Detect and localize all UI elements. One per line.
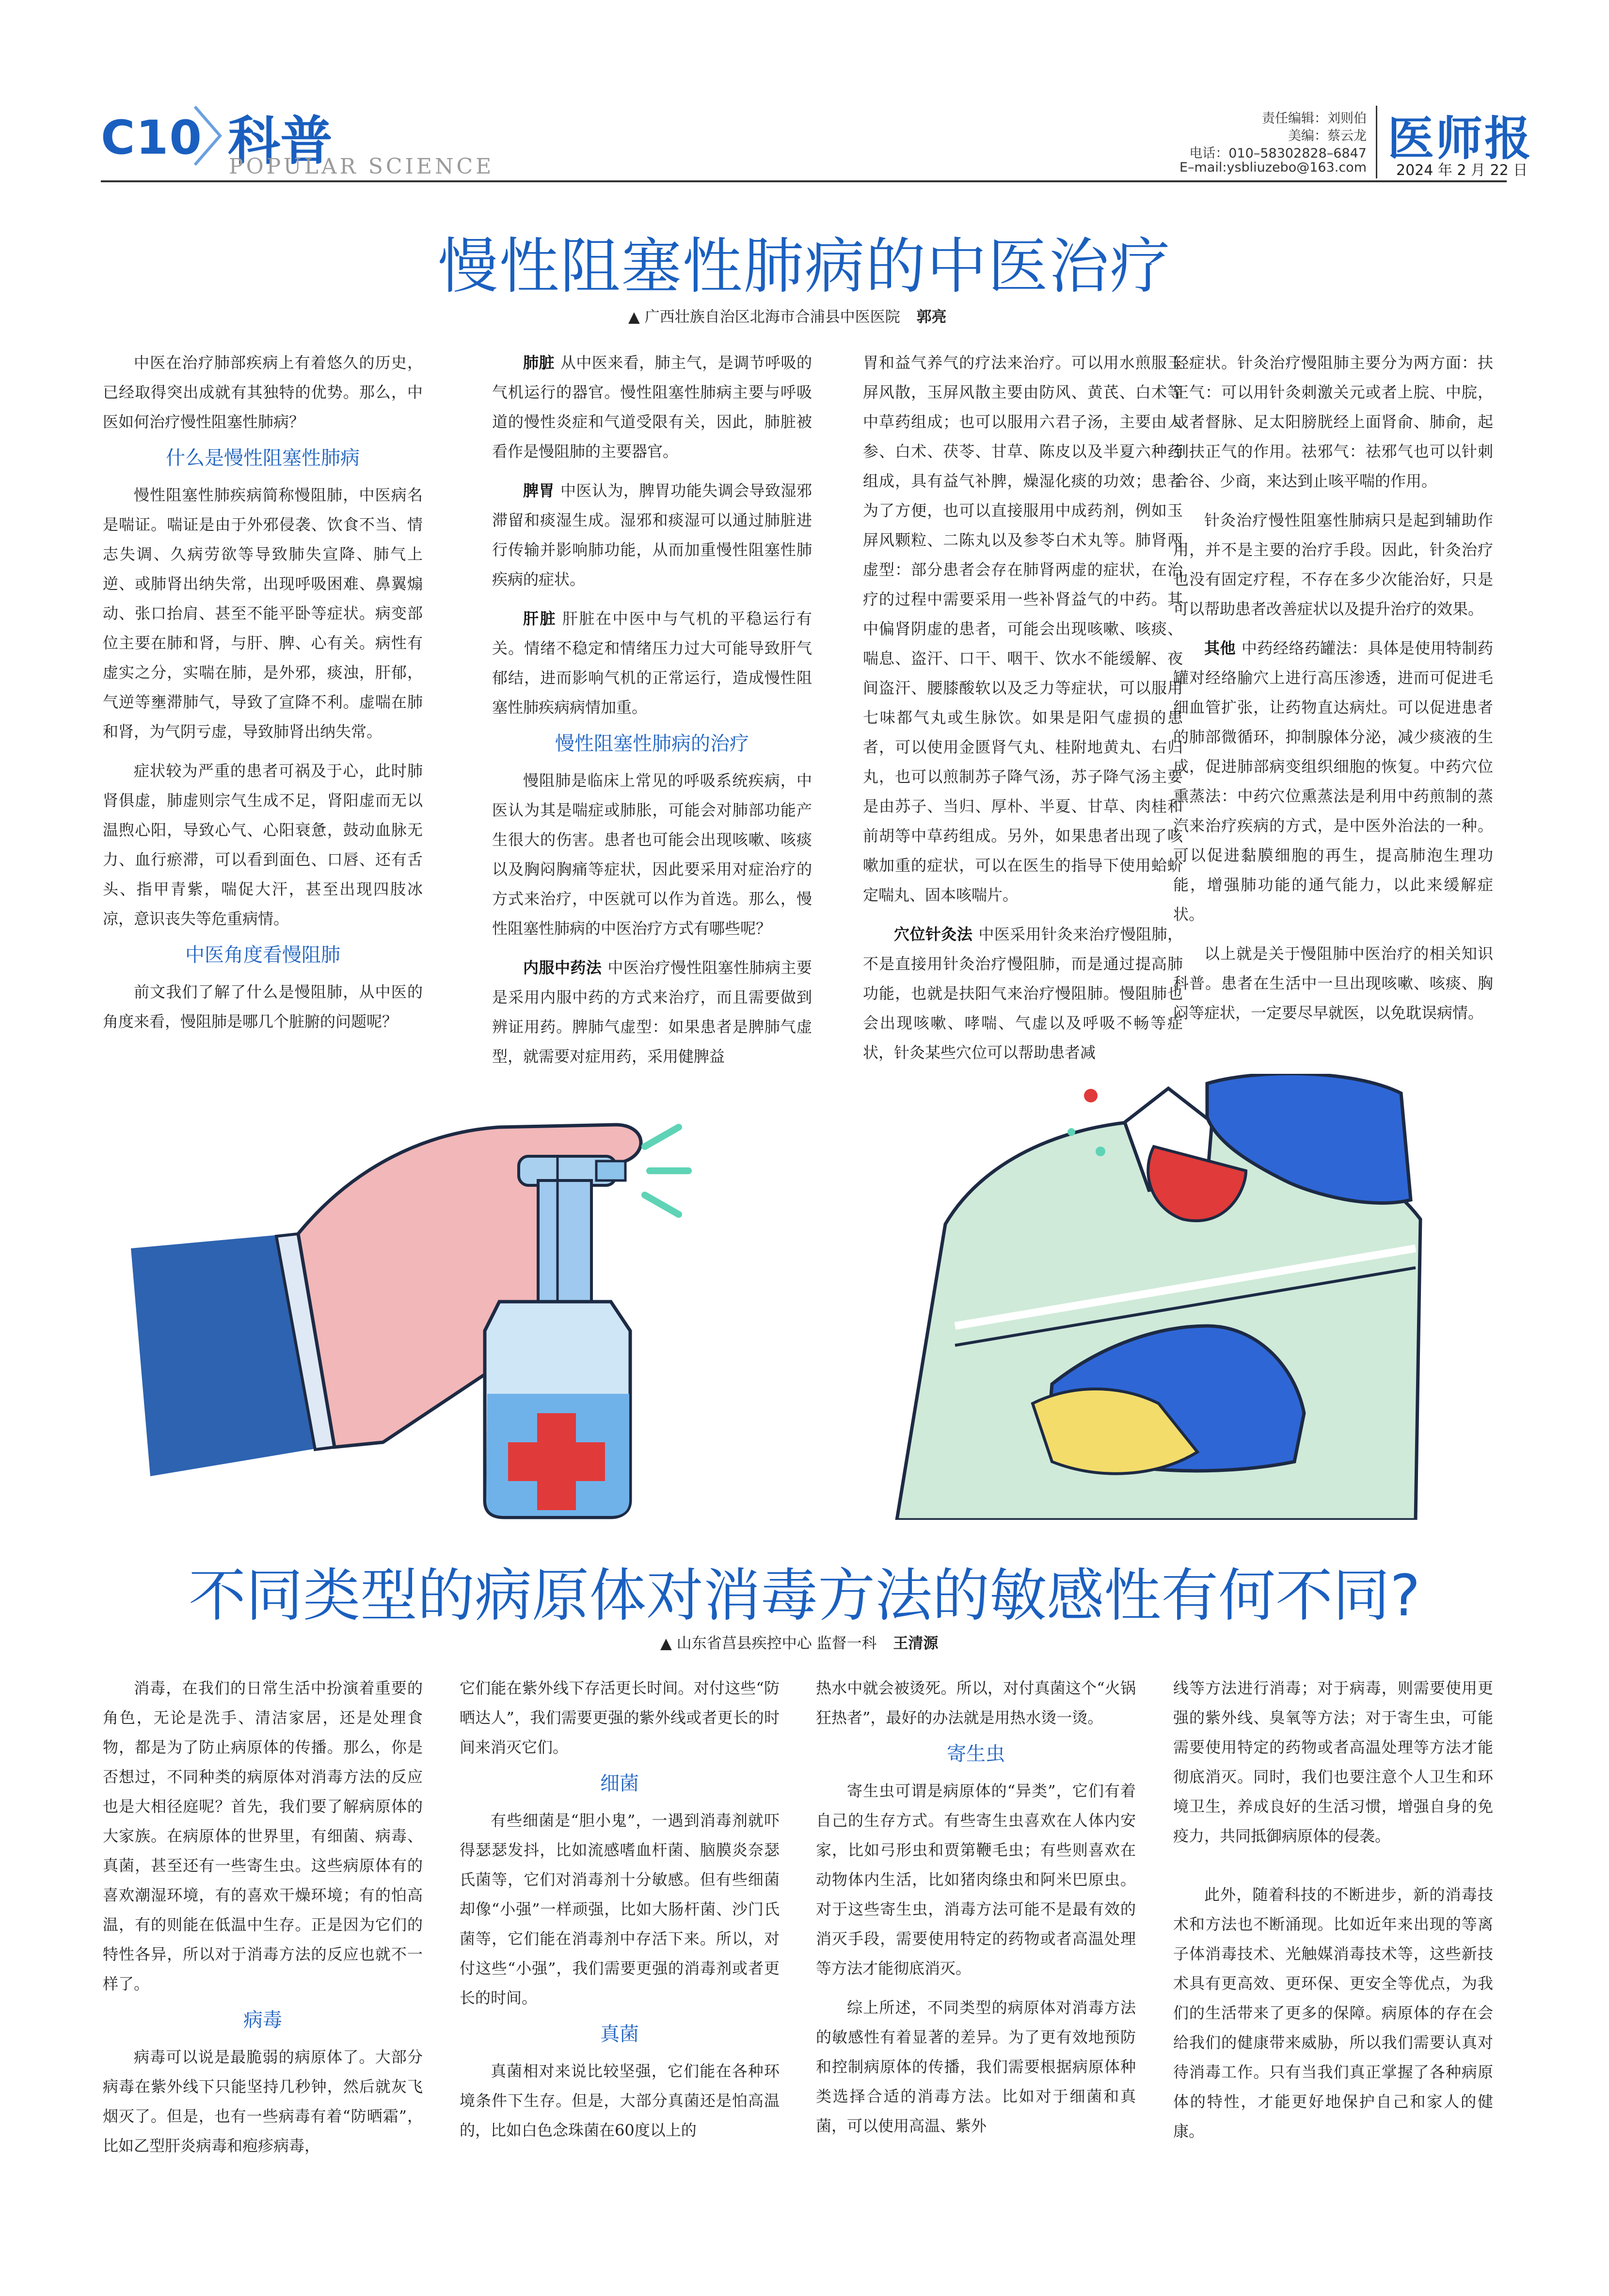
- byline-org: 山东省莒县疾控中心 监督一科: [676, 1635, 877, 1652]
- article2-byline: [660, 1631, 938, 1653]
- paragraph-text: 中医采用针灸来治疗慢阻肺，不是直接用针灸治疗慢阻肺，而是通过提高肺功能，也就是扶阳气来治疗慢阻肺。慢阻肺也会出现咳嗽、哮喘、气虚以及呼吸不畅等症状，针灸某些穴位可以帮助患者减: [863, 925, 1183, 1062]
- page-number: C10: [101, 111, 203, 165]
- paragraph-text: 肝脏在中医中与气机的平稳运行有关。情绪不稳定和情绪压力过大可能导致肝气郁结，进而影响气机的正常运行，造成慢性阻塞性肺疾病病情加重。: [492, 609, 812, 717]
- section-subtitle: POPULAR SCIENCE: [229, 154, 494, 179]
- section-title: 科普: [228, 111, 333, 172]
- byline-org: 广西壮族自治区北海市合浦县中医医院: [644, 308, 900, 326]
- keyword: 其他: [1204, 639, 1236, 657]
- paragraph-text: 中医认为，脾胃功能失调会导致湿邪滞留和痰湿生成。湿邪和痰湿可以通过肺脏进行传输并影响肺功能，从而加重慢性阻塞性肺疾病的症状。: [492, 481, 812, 589]
- article1-byline: [628, 304, 947, 326]
- article2-column-4: [1173, 1674, 1493, 2146]
- paragraph: 寄生虫可谓是病原体的“异类”，它们有着自己的生存方式。有些寄生虫喜欢在人体内安家，比如弓形虫和贾第鞭毛虫；有些则喜欢在动物体内生活，比如猪肉绦虫和阿米巴原虫。对于这些寄生虫，消毒方法可能不是最有效的消灭手段，需要使用特定的药物或者高温处理等方法才能彻底消灭。: [816, 1782, 1136, 1977]
- subheading: 病毒: [243, 2009, 282, 2031]
- phone-credit: 电话：010–58302828–6847: [1189, 146, 1367, 161]
- article2-title: 不同类型的病原体对消毒方法的敏感性有何不同?: [189, 1562, 1420, 1629]
- email-credit: E–mail:ysbliuzebo@163.com: [1179, 160, 1367, 175]
- masthead-divider: [1376, 106, 1377, 178]
- byline-author: 郭亮: [916, 308, 947, 326]
- keyword: 脾胃: [523, 481, 555, 500]
- paragraph: 此外，随着科技的不断进步，新的消毒技术和方法也不断涌现。比如近年来出现的等离子体消毒技术、光触媒消毒技术等，这些新技术具有更高效、更环保、更安全等优点，为我们的生活带来了更多的保障。病原体的存在会给我们的健康带来威胁，所以我们需要认真对待消毒工作。只有当我们真正掌握了各种病原体的特性，才能更好地保护自己和家人的健康。: [1173, 1885, 1493, 2140]
- paragraph: 轻症状。针灸治疗慢阻肺主要分为两方面：扶正气：可以用针灸刺激关元或者上脘、中脘，或者督脉、足太阳膀胱经上面肾俞、肺俞，起到扶正气的作用。祛邪气：祛邪气也可以针刺合谷、少商，来达到止咳平喘的作用。: [1173, 353, 1493, 490]
- subheading: 慢性阻塞性肺病的治疗: [555, 733, 749, 755]
- paragraph-text: 从中医来看，肺主气，是调节呼吸的气机运行的器官。慢性阻塞性肺病主要与呼吸道的慢性炎症和气道受限有关，因此，肺脏被看作是慢阻肺的主要器官。: [492, 353, 812, 461]
- subheading: 中医角度看慢阻肺: [185, 944, 340, 966]
- paragraph: 症状较为严重的患者可祸及于心，此时肺肾俱虚，肺虚则宗气生成不足，肾阳虚而无以温煦心阳，导致心气、心阳衰惫，鼓动血脉无力、血行瘀滞，可以看到面色、口唇、还有舌头、指甲青紫，喘促大汗，甚至出现四肢冰凉，意识丧失等危重病情。: [103, 762, 423, 928]
- paragraph: [492, 953, 812, 1071]
- paragraph: 消毒，在我们的日常生活中扮演着重要的角色，无论是洗手、清洁家居，还是处理食物，都是为了防止病原体的传播。那么，你是否想过，不同种类的病原体对消毒方法的反应也是大相径庭呢？首先，我们要了解病原体的大家族。在病原体的世界里，有细菌、病毒、真菌，甚至还有一些寄生虫。这些病原体有的喜欢潮湿环境，有的喜欢干燥环境；有的怕高温，有的则能在低温中生存。正是因为它们的特性各异，所以对于消毒方法的反应也就不一样了。: [103, 1679, 423, 1993]
- keyword: 内服中药法: [523, 958, 602, 977]
- paragraph: 病毒可以说是最脆弱的病原体了。大部分病毒在紫外线下只能坚持几秒钟，然后就灰飞烟灭了。但是，也有一些病毒有着“防晒霜”，比如乙型肝炎病毒和疱疹病毒，: [103, 2048, 423, 2155]
- paragraph: [492, 604, 812, 722]
- article2-column-2: [460, 1674, 780, 2145]
- paragraph-text: 中医治疗慢性阻塞性肺病主要是采用内服中药的方式来治疗，而且需要做到辨证用药。脾肺气虚型：如果患者是脾肺气虚型，就需要对症用药，采用健脾益: [492, 958, 812, 1066]
- subheading: 寄生虫: [947, 1743, 1005, 1765]
- keyword: 肝脏: [523, 609, 557, 628]
- subheading: 什么是慢性阻塞性肺病: [166, 447, 360, 469]
- newspaper-name: 医师报: [1387, 112, 1533, 166]
- subheading: 真菌: [600, 2023, 639, 2045]
- article1-title: 慢性阻塞性肺病的中医治疗: [438, 232, 1171, 302]
- keyword: 穴位针灸法: [894, 925, 973, 943]
- article1-column-3: [863, 348, 1183, 1068]
- paragraph: [492, 476, 812, 594]
- paragraph: 综上所述，不同类型的病原体对消毒方法的敏感性有着显著的差异。为了更有效地预防和控制病原体的传播，我们需要根据病原体种类选择合适的消毒方法。比如对于细菌和真菌，可以使用高温、紫外: [816, 1998, 1136, 2135]
- byline-author: 王清源: [893, 1635, 939, 1652]
- disinfection-illustration: [131, 1074, 1479, 1520]
- paragraph: 线等方法进行消毒；对于病毒，则需要使用更强的紫外线、臭氧等方法；对于寄生虫，可能需要使用特定的药物或者高温处理等方法才能彻底消灭。同时，我们也要注意个人卫生和环境卫生，养成良好的生活习惯，增强自身的免疫力，共同抵御病原体的侵袭。: [1173, 1679, 1493, 1845]
- article1-column-1: [103, 348, 423, 1036]
- paragraph: 胃和益气养气的疗法来治疗。可以用水煎服玉屏风散，玉屏风散主要由防风、黄芪、白术等中草药组成；也可以服用六君子汤，主要由人参、白术、茯苓、甘草、陈皮以及半夏六种药组成，具有益气补脾，燥湿化痰的功效；患者为了方便，也可以直接服用中成药剂，例如玉屏风颗粒、二陈丸以及参苓白术丸等。肺肾两虚型：部分患者会存在肺肾两虚的症状，在治疗的过程中需要采用一些补肾益气的中药。其中偏肾阴虚的患者，可能会出现咳嗽、咳痰、喘息、盗汗、口干、咽干、饮水不能缓解、夜间盗汗、腰膝酸软以及乏力等症状，可以服用七味都气丸或生脉饮。如果是阳气虚损的患者，可以使用金匮肾气丸、桂附地黄丸、右归丸，也可以煎制苏子降气汤，苏子降气汤主要是由苏子、当归、厚朴、半夏、甘草、肉桂和前胡等中草药组成。另外，如果患者出现了咳嗽加重的症状，可以在医生的指导下使用蛤蚧定喘丸、固本咳喘片。: [863, 353, 1183, 904]
- gloved-hand-wiping-surface-icon: [897, 1074, 1420, 1520]
- paragraph: 针灸治疗慢性阻塞性肺病只是起到辅助作用，并不是主要的治疗手段。因此，针灸治疗也没有固定疗程，不存在多少次能治好，只是可以帮助患者改善症状以及提升治疗的效果。: [1173, 511, 1493, 618]
- paragraph: 它们能在紫外线下存活更长时间。对付这些“防晒达人”，我们需要更强的紫外线或者更长的时间来消灭它们。: [460, 1679, 780, 1756]
- masthead-rule: [101, 180, 1507, 182]
- paragraph: 以上就是关于慢阻肺中医治疗的相关知识科普。患者在生活中一旦出现咳嗽、咳痰、胸闷等症状，一定要尽早就医，以免耽误病情。: [1173, 944, 1493, 1022]
- paragraph: 中医在治疗肺部疾病上有着悠久的历史，已经取得突出成就有其独特的优势。那么，中医如何治疗慢性阻塞性肺病？: [103, 353, 423, 431]
- subheading: 细菌: [600, 1772, 639, 1795]
- article1-column-2: [492, 348, 812, 1071]
- editor-credit: 责任编辑：刘则伯: [1262, 111, 1367, 126]
- paragraph-text: 中药经络药罐法：具体是使用特制药罐对经络腧穴上进行高压渗透，进而可促进毛细血管扩张，让药物直达病灶。可以促进患者的肺部微循环，抑制腺体分泌，减少痰液的生成，促进肺部病变组织细胞的恢复。中药穴位熏蒸法：中药穴位熏蒸法是利用中药煎制的蒸汽来治疗疾病的方式，是中医外治法的一种。可以促进黏膜细胞的再生，提高肺泡生理功能，增强肺功能的通气能力，以此来缓解症状。: [1173, 639, 1493, 924]
- article1-column-4: [1173, 348, 1493, 1028]
- paragraph: 慢阻肺是临床上常见的呼吸系统疾病，中医认为其是喘症或肺胀，可能会对肺部功能产生很大的伤害。患者也可能会出现咳嗽、咳痰以及胸闷胸痛等症状，因此要采用对症治疗的方式来治疗，中医就可以作为首选。那么，慢性阻塞性肺病的中医治疗方式有哪些呢？: [492, 771, 812, 938]
- chevron-right-icon: [190, 102, 229, 170]
- art-editor-credit: 美编：蔡云龙: [1288, 128, 1367, 144]
- keyword: 肺脏: [523, 353, 555, 372]
- paragraph: [863, 920, 1183, 1068]
- paragraph: [1173, 634, 1493, 929]
- paragraph: 前文我们了解了什么是慢阻肺，从中医的角度来看，慢阻肺是哪几个脏腑的问题呢？: [103, 983, 423, 1031]
- byline-marker: ▲: [660, 1635, 672, 1652]
- paragraph: 慢性阻塞性肺疾病简称慢阻肺，中医病名是喘证。喘证是由于外邪侵袭、饮食不当、情志失调、久病劳欲等导致肺失宣降、肺气上逆、或肺肾出纳失常，出现呼吸困难、鼻翼煽动、张口抬肩、甚至不能平卧等症状。病变部位主要在肺和肾，与肝、脾、心有关。病性有虚实之分，实喘在肺，是外邪，痰浊，肝郁，气逆等壅滞肺气，导致了宣降不利。虚喘在肺和肾，为气阴亏虚，导致肺肾出纳失常。: [103, 486, 423, 741]
- paragraph: [492, 348, 812, 466]
- disinfectant-spray-bottle-icon: [131, 1125, 688, 1517]
- article2-column-3: [816, 1674, 1136, 2141]
- issue-date: 2024 年 2 月 22 日: [1396, 162, 1528, 179]
- article2-column-1: [103, 1674, 423, 2161]
- paragraph: 真菌相对来说比较坚强，它们能在各种环境条件下生存。但是，大部分真菌还是怕高温的，比如白色念珠菌在60度以上的: [460, 2062, 780, 2139]
- byline-marker: ▲: [628, 308, 640, 326]
- paragraph: 热水中就会被烫死。所以，对付真菌这个“火锅狂热者”，最好的办法就是用热水烫一烫。: [816, 1679, 1136, 1727]
- paragraph: 有些细菌是“胆小鬼”，一遇到消毒剂就吓得瑟瑟发抖，比如流感嗜血杆菌、脑膜炎奈瑟氏菌等，它们对消毒剂十分敏感。但有些细菌却像“小强”一样顽强，比如大肠杆菌、沙门氏菌等，它们能在消毒剂中存活下来。所以，对付这些“小强”，我们需要更强的消毒剂或者更长的时间。: [460, 1811, 780, 2007]
